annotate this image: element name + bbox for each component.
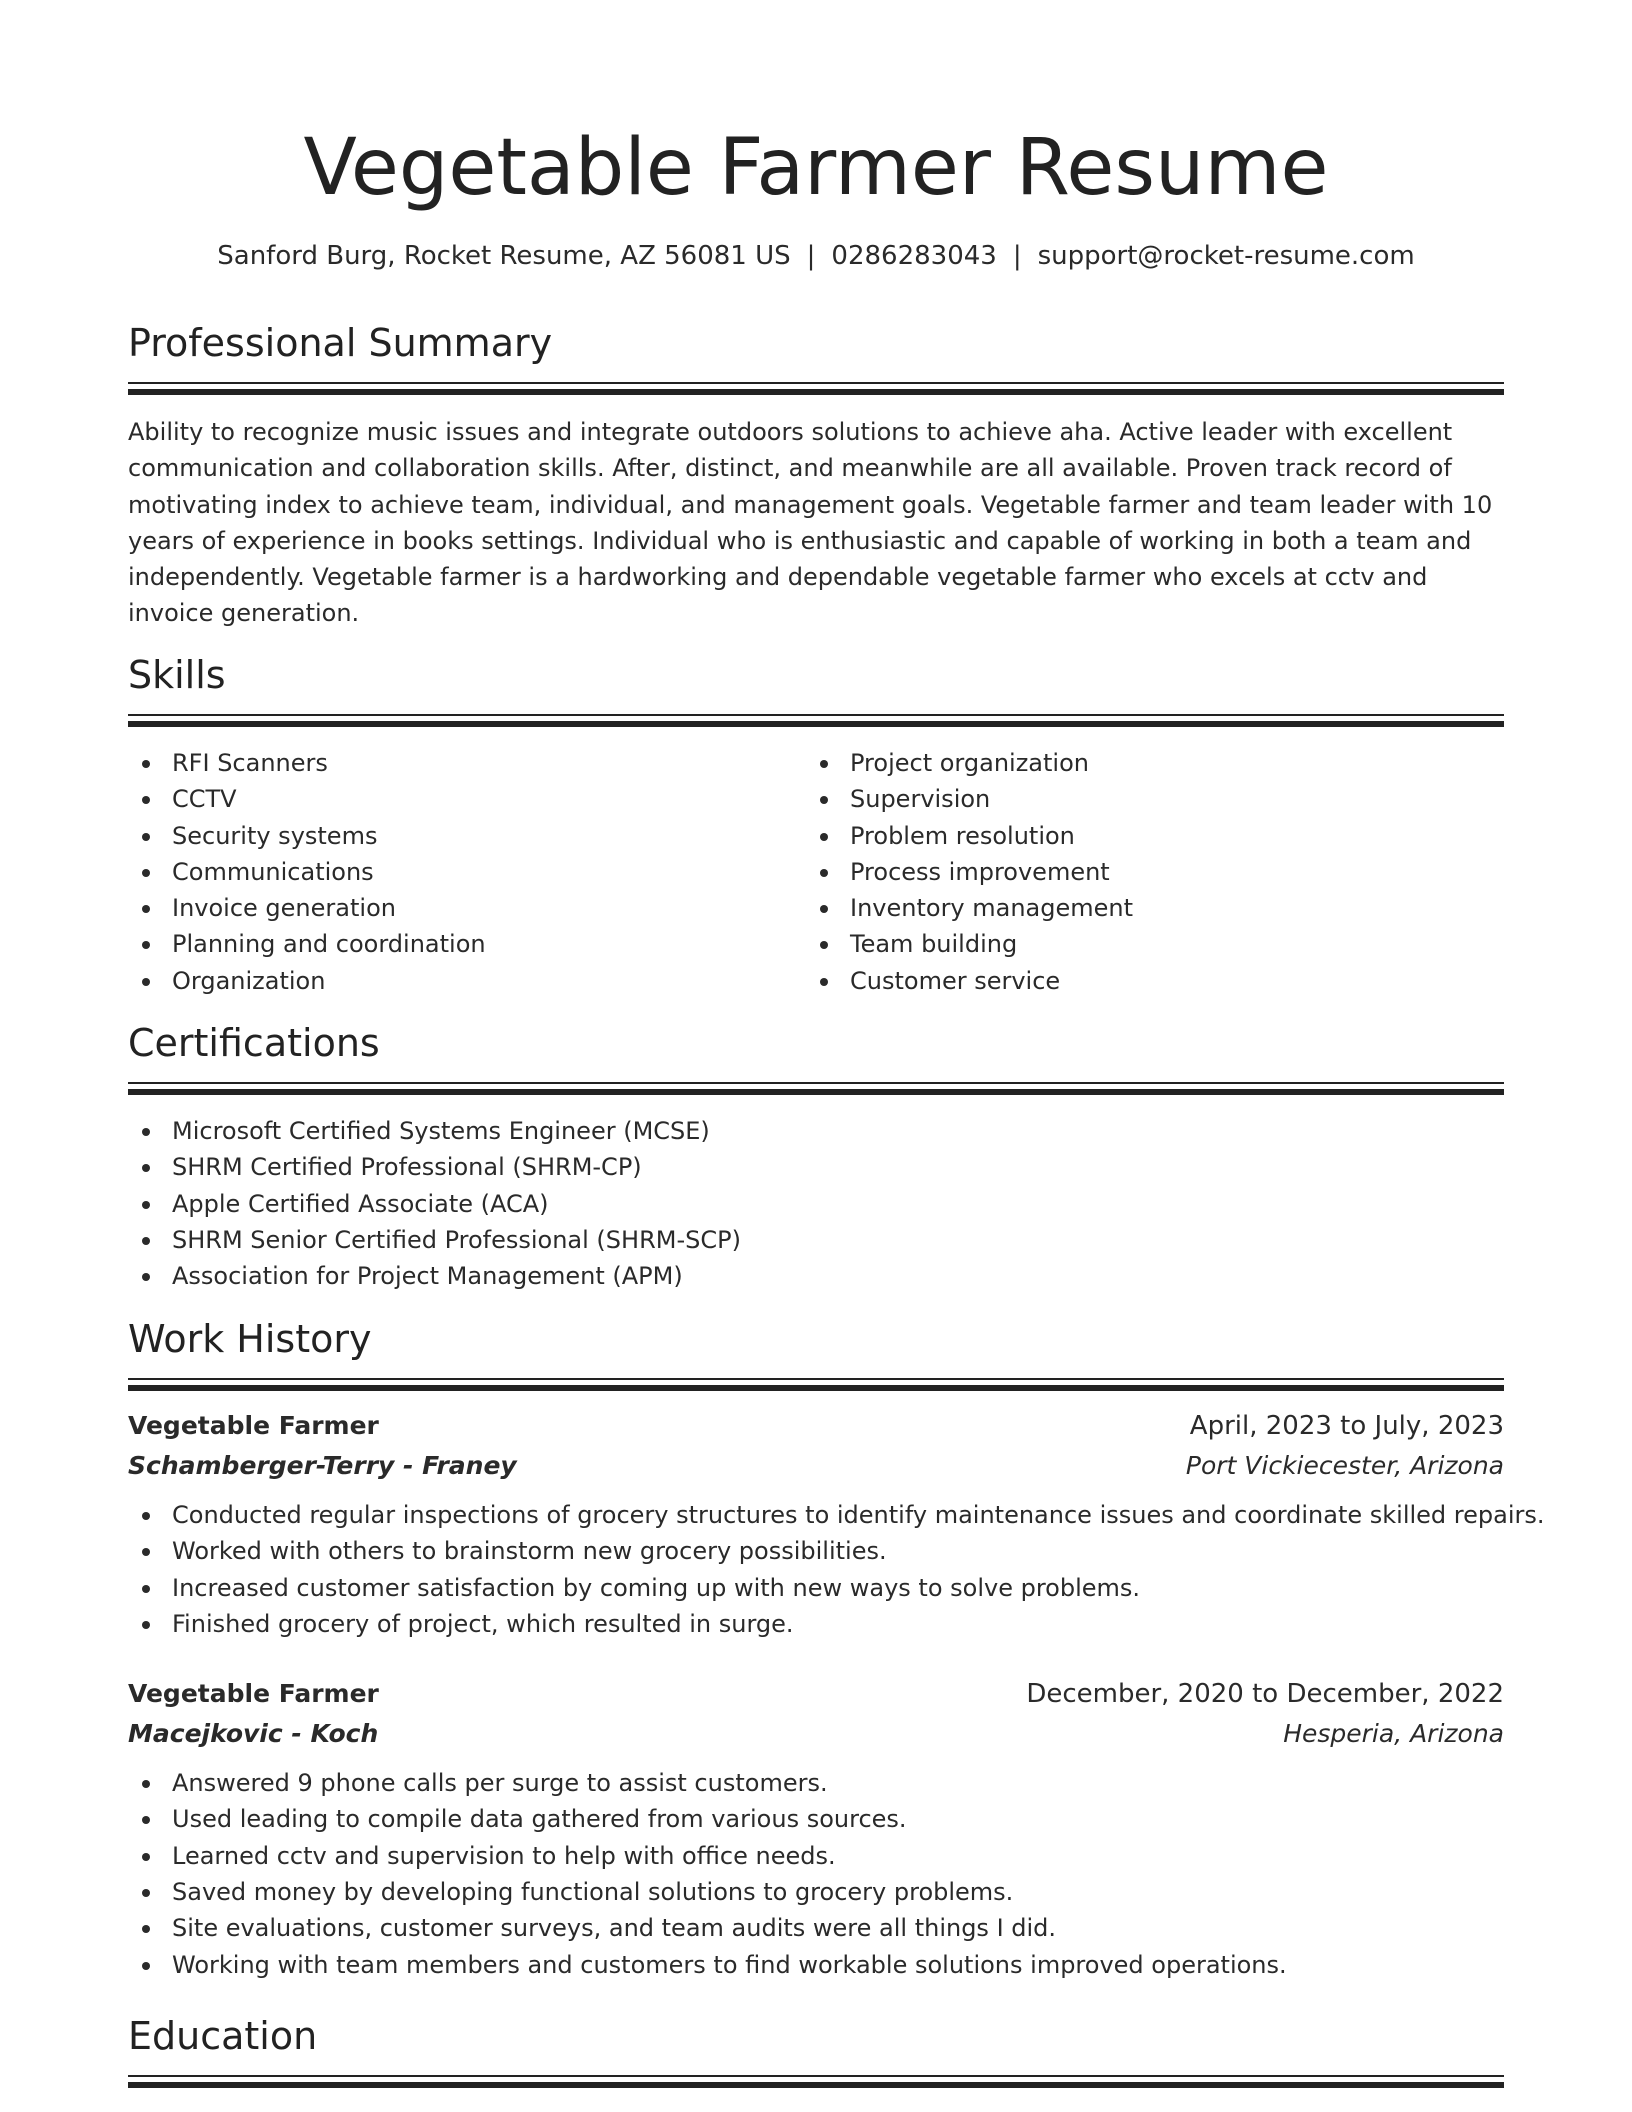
job-title: Vegetable Farmer — [128, 1679, 379, 1709]
work-history-section — [128, 1314, 1545, 1983]
skill-item: Problem resolution — [806, 818, 1484, 854]
job-bullet: Increased customer satisfaction by coming up with new ways to solve problems. — [128, 1570, 1504, 1606]
contact-email: support@rocket-resume.com — [1037, 241, 1415, 271]
job-bullet: Saved money by developing functional solutions to grocery problems. — [128, 1874, 1504, 1910]
job-bullet: Learned cctv and supervision to help with office needs. — [128, 1838, 1504, 1874]
job-bullets — [128, 1765, 1504, 1983]
skill-item: Team building — [806, 926, 1484, 962]
job-title: Vegetable Farmer — [128, 1411, 379, 1440]
section-divider — [128, 2075, 1504, 2088]
job-dates: April, 2023 to July, 2023 — [1189, 1411, 1504, 1441]
education-section — [128, 2011, 1504, 2088]
skill-item: RFI Scanners — [128, 745, 806, 781]
resume-title: Vegetable Farmer Resume — [303, 123, 1329, 213]
certification-item: SHRM Senior Certified Professional (SHRM-SCP) — [128, 1222, 1504, 1258]
job-bullets — [128, 1497, 1545, 1642]
skill-item: Organization — [128, 963, 806, 999]
section-heading: Education — [128, 2014, 318, 2058]
job-entry — [128, 1406, 1545, 1642]
job-entry — [128, 1674, 1504, 1983]
section-divider — [128, 1378, 1504, 1391]
skill-item: Inventory management — [806, 890, 1484, 926]
certifications-section — [128, 1018, 1504, 1294]
skill-item: Security systems — [128, 818, 806, 854]
contact-address: Sanford Burg, Rocket Resume, AZ 56081 US — [217, 241, 791, 271]
contact-separator: | — [806, 241, 816, 271]
job-location: Hesperia, Arizona — [1283, 1719, 1504, 1749]
job-bullet: Working with team members and customers to find workable solutions improved operations. — [128, 1947, 1504, 1983]
skills-column-right — [806, 745, 1484, 999]
contact-line — [128, 238, 1504, 274]
job-employer: Schamberger-Terry - Franey — [128, 1451, 517, 1480]
skills-grid — [128, 745, 1504, 999]
certification-item: Microsoft Certified Systems Engineer (MCSE) — [128, 1113, 1504, 1149]
skill-item: Customer service — [806, 963, 1484, 999]
job-bullet: Finished grocery of project, which resulted in surge. — [128, 1606, 1504, 1642]
job-bullet: Answered 9 phone calls per surge to assist customers. — [128, 1765, 1504, 1801]
skill-item: Invoice generation — [128, 890, 806, 926]
job-bullet: Worked with others to brainstorm new grocery possibilities. — [128, 1533, 1504, 1569]
section-divider — [128, 382, 1504, 395]
job-location: Port Vickiecester, Arizona — [1185, 1451, 1504, 1480]
summary-section — [128, 318, 1504, 632]
job-bullet: Site evaluations, customer surveys, and team audits were all things I did. — [128, 1910, 1504, 1946]
section-divider — [128, 1082, 1504, 1095]
skill-item: Planning and coordination — [128, 926, 806, 962]
job-dates: December, 2020 to December, 2022 — [1026, 1679, 1504, 1710]
skill-item: CCTV — [128, 781, 806, 817]
skills-section — [128, 650, 1504, 999]
job-bullet: Conducted regular inspections of grocery structures to identify maintenance issues and coordinate skilled repairs. — [128, 1497, 1504, 1533]
contact-phone: 0286283043 — [831, 241, 997, 271]
skill-item: Communications — [128, 854, 806, 890]
skill-item: Project organization — [806, 745, 1484, 781]
section-heading: Professional Summary — [128, 321, 553, 365]
job-employer: Macejkovic - Koch — [128, 1719, 379, 1749]
skill-item: Supervision — [806, 781, 1484, 817]
certifications-list — [128, 1113, 1504, 1294]
certification-item: Apple Certified Associate (ACA) — [128, 1186, 1504, 1222]
section-divider — [128, 714, 1504, 727]
certification-item: SHRM Certified Professional (SHRM-CP) — [128, 1149, 1504, 1185]
skills-column-left — [128, 745, 806, 999]
section-heading: Work History — [128, 1317, 372, 1361]
certification-item: Association for Project Management (APM) — [128, 1258, 1504, 1294]
section-heading: Certifications — [128, 1021, 380, 1065]
skill-item: Process improvement — [806, 854, 1484, 890]
summary-text: Ability to recognize music issues and integrate outdoors solutions to achieve aha. Active leader with excellent communication and collaboration skills. After, distinct, and meanwhile are all available. Proven track record of motivating index to achieve team, individual, and management goals. Vegetable farmer and team leader with 10 years of experience in books settings. Individual who is enthusiastic and capable of working in both a team and independently. Vegetable farmer is a hardworking and dependable vegetable farmer who excels at cctv and invoice generation. — [128, 418, 1493, 628]
job-bullet: Used leading to compile data gathered from various sources. — [128, 1801, 1504, 1837]
section-heading: Skills — [128, 653, 226, 697]
contact-separator: | — [1012, 241, 1022, 271]
